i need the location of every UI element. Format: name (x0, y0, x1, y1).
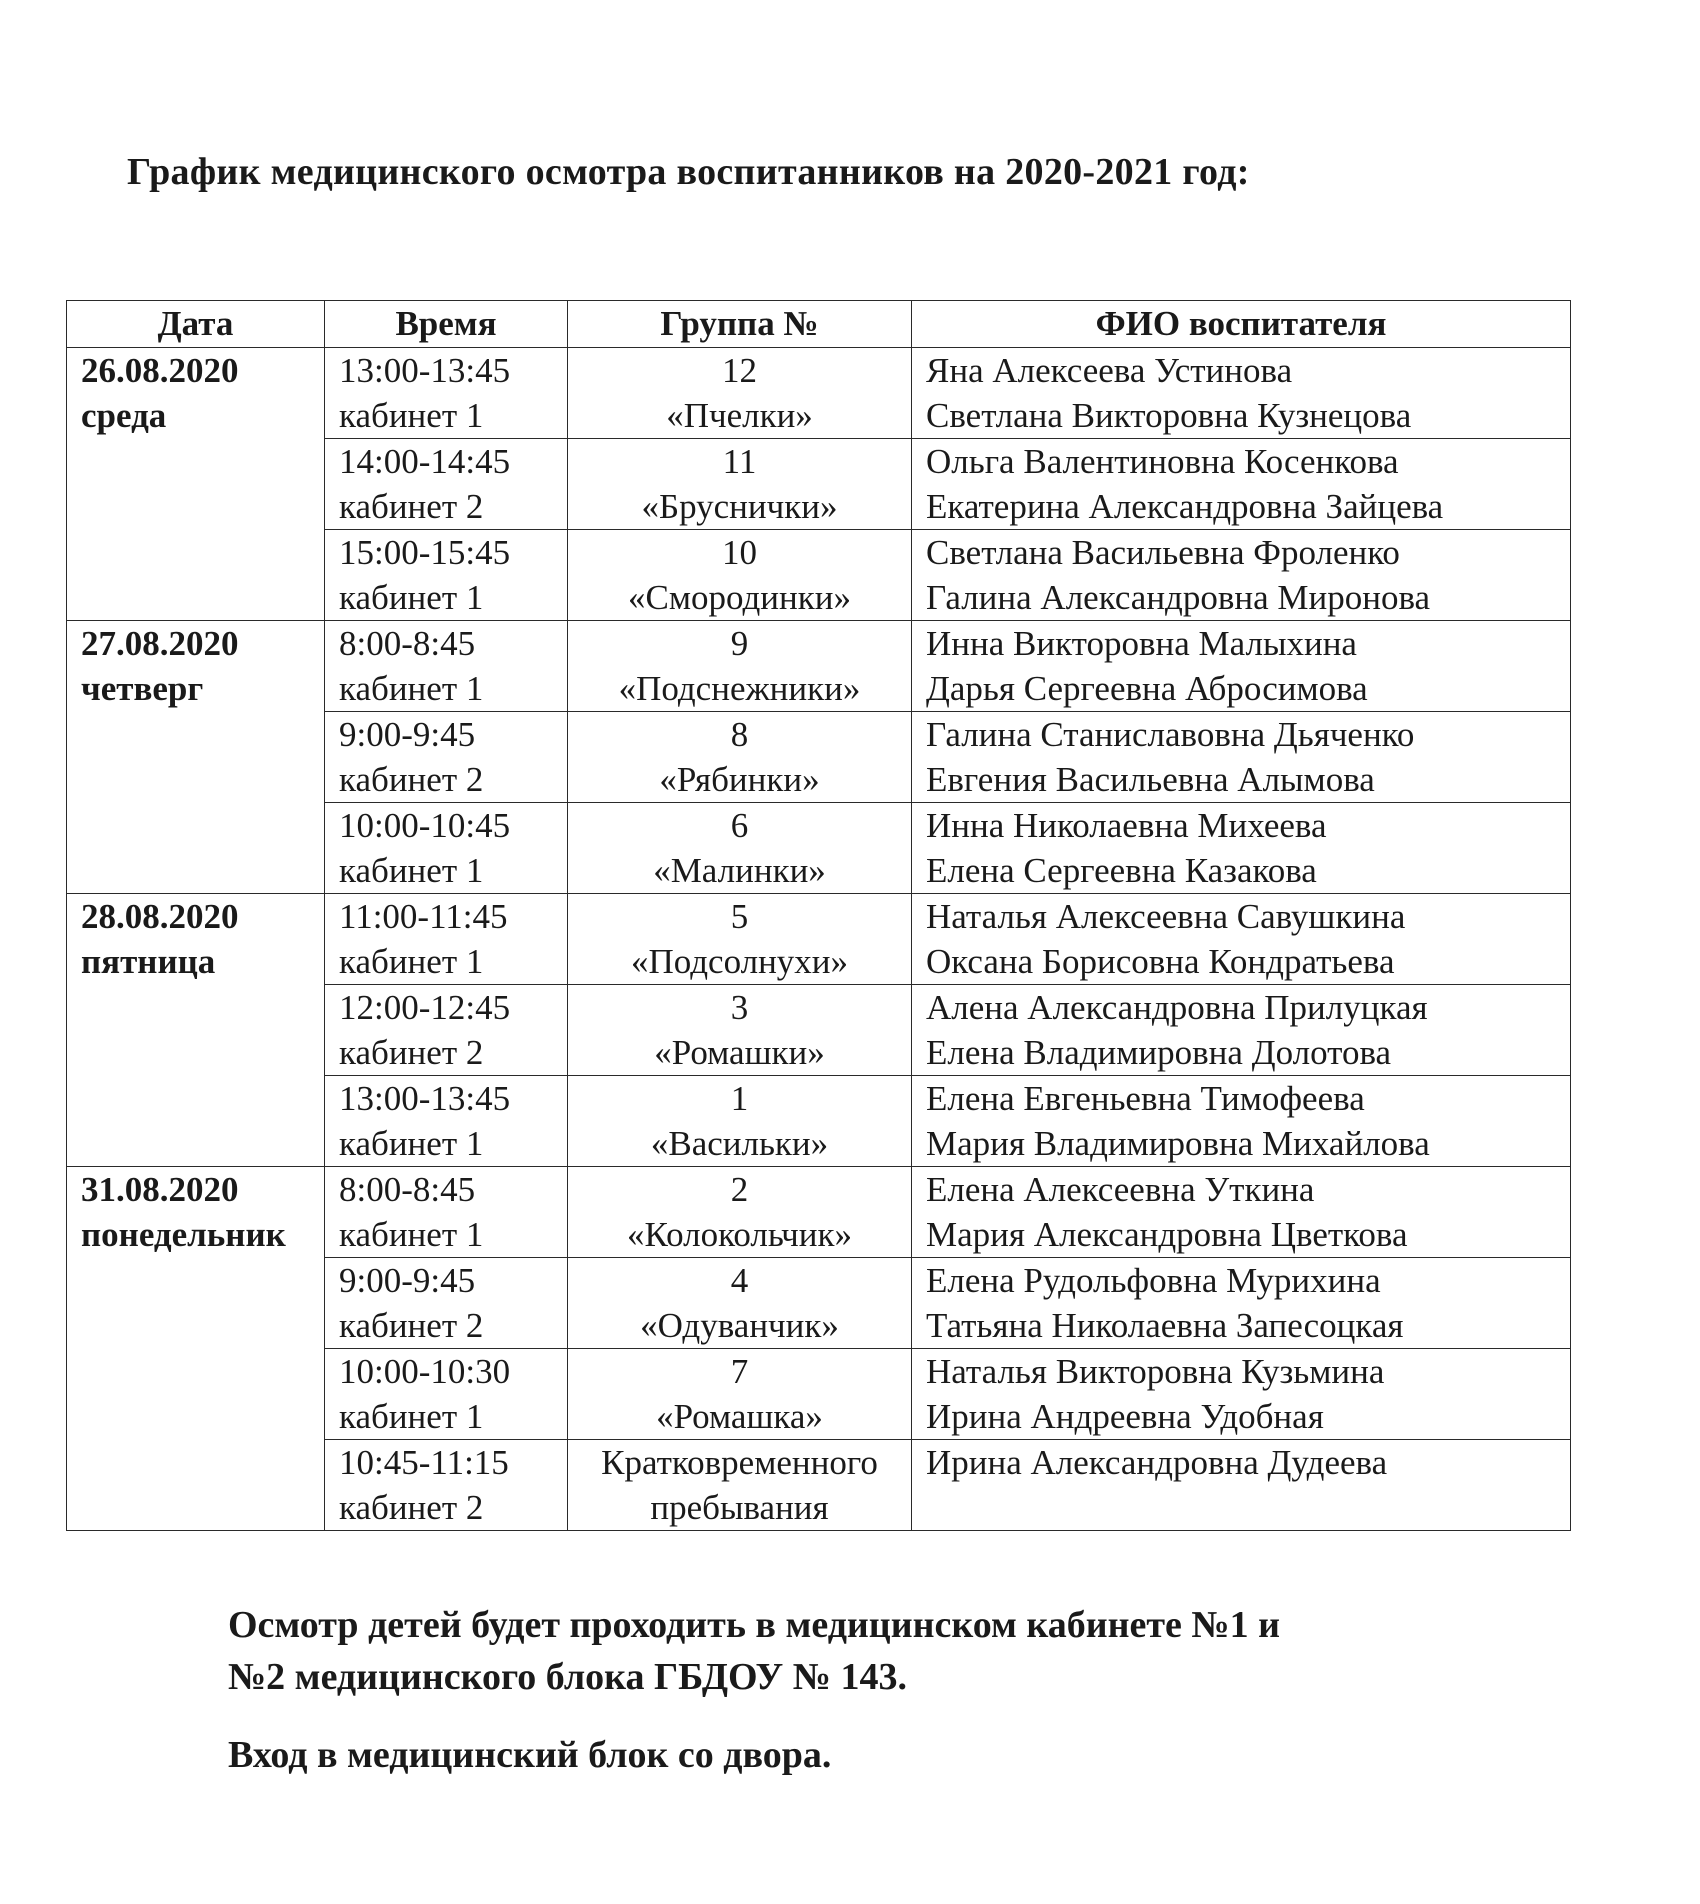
group-number: 11 (722, 442, 757, 481)
time-text: 8:00-8:45 (339, 624, 476, 663)
group-number: 3 (730, 988, 749, 1027)
group-number: 2 (730, 1170, 749, 1209)
fio-cell (912, 803, 1571, 894)
time-text: 14:00-14:45 (339, 442, 511, 481)
room-text: кабинет 2 (339, 760, 484, 799)
footer-note-line-2: №2 медицинского блока ГБДОУ № 143. (228, 1656, 907, 1698)
group-cell (568, 894, 912, 985)
teacher-name: Галина Станиславовна Дьяченко (926, 715, 1415, 754)
time-text: 9:00-9:45 (339, 715, 476, 754)
teacher-name: Наталья Викторовна Кузьмина (926, 1352, 1385, 1391)
teacher-name: Дарья Сергеевна Абросимова (926, 669, 1368, 708)
group-cell (568, 439, 912, 530)
group-name: «Подснежники» (618, 669, 861, 708)
room-text: кабинет 1 (339, 1397, 484, 1436)
teacher-name: Светлана Васильевна Фроленко (926, 533, 1400, 572)
time-cell (325, 1167, 568, 1258)
time-text: 10:45-11:15 (339, 1443, 509, 1482)
group-cell (568, 1076, 912, 1167)
teacher-name: Мария Александровна Цветкова (926, 1215, 1408, 1254)
group-cell (568, 348, 912, 439)
fio-cell (912, 439, 1571, 530)
table-header-row (67, 301, 1571, 348)
fio-cell (912, 1167, 1571, 1258)
teacher-name: Евгения Васильевна Алымова (926, 760, 1375, 799)
teacher-name: Ирина Александровна Дудеева (926, 1443, 1388, 1482)
teacher-name: Татьяна Николаевна Запесоцкая (926, 1306, 1404, 1345)
room-text: кабинет 2 (339, 487, 484, 526)
room-text: кабинет 1 (339, 669, 484, 708)
time-text: 13:00-13:45 (339, 1079, 511, 1118)
date-cell (67, 621, 325, 894)
date-text: 27.08.2020 (81, 624, 239, 663)
group-cell (568, 712, 912, 803)
fio-cell (912, 348, 1571, 439)
fio-cell (912, 530, 1571, 621)
teacher-name: Галина Александровна Миронова (926, 578, 1431, 617)
weekday-text: четверг (81, 669, 204, 708)
time-text: 8:00-8:45 (339, 1170, 476, 1209)
time-text: 11:00-11:45 (339, 897, 508, 936)
group-number: 7 (730, 1352, 749, 1391)
time-cell (325, 894, 568, 985)
room-text: кабинет 1 (339, 578, 484, 617)
date-cell (67, 1167, 325, 1531)
header-date: Дата (67, 301, 325, 348)
group-number: 6 (730, 806, 749, 845)
group-name: «Рябинки» (659, 760, 820, 799)
fio-cell (912, 621, 1571, 712)
time-cell (325, 803, 568, 894)
group-name: «Подсолнухи» (630, 942, 849, 981)
group-cell (568, 1440, 912, 1531)
fio-cell (912, 1076, 1571, 1167)
fio-cell (912, 894, 1571, 985)
group-number: Кратковременного (601, 1443, 878, 1482)
footer-note-line-1: Осмотр детей будет проходить в медицинском кабинете №1 и (228, 1604, 1280, 1646)
group-number: 12 (722, 351, 757, 390)
group-name: «Смородинки» (628, 578, 851, 617)
page-title: График медицинского осмотра воспитанников на 2020-2021 год: (127, 151, 1250, 193)
teacher-name: Елена Евгеньевна Тимофеева (926, 1079, 1365, 1118)
fio-cell (912, 985, 1571, 1076)
fio-cell (912, 1349, 1571, 1440)
group-name: «Одуванчик» (640, 1306, 839, 1345)
teacher-name: Екатерина Александровна Зайцева (926, 487, 1444, 526)
footer-entrance-note: Вход в медицинский блок со двора. (228, 1734, 832, 1776)
group-name: «Малинки» (653, 851, 826, 890)
group-name: «Пчелки» (666, 396, 813, 435)
time-cell (325, 348, 568, 439)
room-text: кабинет 1 (339, 1124, 484, 1163)
group-name: пребывания (650, 1488, 829, 1527)
time-text: 13:00-13:45 (339, 351, 511, 390)
fio-cell (912, 712, 1571, 803)
teacher-name: Наталья Алексеевна Савушкина (926, 897, 1406, 936)
group-name: «Ромашки» (654, 1033, 825, 1072)
time-cell (325, 1258, 568, 1349)
group-number: 5 (730, 897, 749, 936)
teacher-name: Елена Рудольфовна Мурихина (926, 1261, 1381, 1300)
teacher-name: Инна Викторовна Малыхина (926, 624, 1357, 663)
time-cell (325, 1076, 568, 1167)
teacher-name: Яна Алексеева Устинова (926, 351, 1293, 390)
group-cell (568, 621, 912, 712)
weekday-text: пятница (81, 942, 216, 981)
date-text: 31.08.2020 (81, 1170, 239, 1209)
time-cell (325, 1349, 568, 1440)
teacher-name: Мария Владимировна Михайлова (926, 1124, 1430, 1163)
teacher-name: Елена Владимировна Долотова (926, 1033, 1392, 1072)
teacher-name: Елена Сергеевна Казакова (926, 851, 1317, 890)
group-name: «Васильки» (650, 1124, 829, 1163)
room-text: кабинет 1 (339, 942, 484, 981)
weekday-text: понедельник (81, 1215, 286, 1254)
group-cell (568, 530, 912, 621)
teacher-name: Инна Николаевна Михеева (926, 806, 1327, 845)
group-number: 10 (722, 533, 757, 572)
group-number: 4 (730, 1261, 749, 1300)
schedule-table (66, 300, 1571, 1531)
room-text: кабинет 1 (339, 1215, 484, 1254)
room-text: кабинет 2 (339, 1306, 484, 1345)
group-number: 8 (730, 715, 749, 754)
date-cell (67, 348, 325, 621)
table-row (67, 1167, 1571, 1258)
group-cell (568, 1349, 912, 1440)
fio-cell (912, 1258, 1571, 1349)
fio-cell (912, 1440, 1571, 1531)
teacher-name: Елена Алексеевна Уткина (926, 1170, 1315, 1209)
room-text: кабинет 1 (339, 851, 484, 890)
time-cell (325, 439, 568, 530)
teacher-name: Светлана Викторовна Кузнецова (926, 396, 1412, 435)
time-text: 10:00-10:45 (339, 806, 511, 845)
header-time: Время (325, 301, 568, 348)
table-row (67, 621, 1571, 712)
time-cell (325, 712, 568, 803)
date-cell (67, 894, 325, 1167)
group-cell (568, 1258, 912, 1349)
teacher-name: Ирина Андреевна Удобная (926, 1397, 1324, 1436)
group-number: 1 (730, 1079, 749, 1118)
table-body (67, 348, 1571, 1531)
teacher-name: Ольга Валентиновна Косенкова (926, 442, 1399, 481)
time-cell (325, 530, 568, 621)
date-text: 26.08.2020 (81, 351, 239, 390)
teacher-name: Оксана Борисовна Кондратьева (926, 942, 1395, 981)
header-fio: ФИО воспитателя (912, 301, 1571, 348)
table-row (67, 894, 1571, 985)
time-text: 15:00-15:45 (339, 533, 511, 572)
room-text: кабинет 2 (339, 1033, 484, 1072)
group-name: «Колокольчик» (627, 1215, 852, 1254)
group-name: «Бруснички» (641, 487, 838, 526)
group-name: «Ромашка» (656, 1397, 823, 1436)
time-cell (325, 1440, 568, 1531)
time-text: 9:00-9:45 (339, 1261, 476, 1300)
group-cell (568, 985, 912, 1076)
group-cell (568, 1167, 912, 1258)
group-number: 9 (730, 624, 749, 663)
time-cell (325, 985, 568, 1076)
teacher-name: Алена Александровна Прилуцкая (926, 988, 1428, 1027)
header-group: Группа № (568, 301, 912, 348)
table-row (67, 348, 1571, 439)
time-cell (325, 621, 568, 712)
time-text: 10:00-10:30 (339, 1352, 511, 1391)
weekday-text: среда (81, 396, 167, 435)
room-text: кабинет 2 (339, 1488, 484, 1527)
room-text: кабинет 1 (339, 396, 484, 435)
group-cell (568, 803, 912, 894)
date-text: 28.08.2020 (81, 897, 239, 936)
time-text: 12:00-12:45 (339, 988, 511, 1027)
